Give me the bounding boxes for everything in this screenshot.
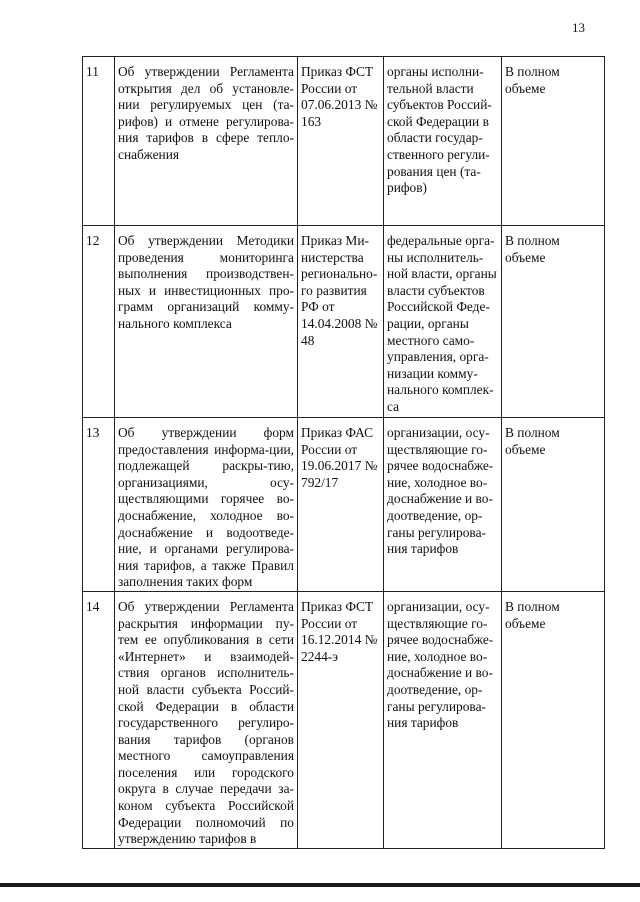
table-row [83, 57, 605, 226]
application-scope: В полном объеме [502, 57, 605, 226]
act-reference: Приказ ФСТ России от 07.06.2013 № 163 [298, 57, 384, 226]
row-number: 12 [83, 226, 115, 418]
applicable-bodies: организации, осу-ществляющие го-рячее водоснабже-ние, холодное во-доснабжение и во-доотведение, ор-ганы регулирова-ния тарифов [384, 418, 502, 592]
applicable-bodies: федеральные орга-ны исполнитель-ной власти, органы власти субъектов Российской Феде-рации, органы местного само-управления, орга-низации комму-нального комплек-са [384, 226, 502, 418]
application-scope: В полном объеме [502, 591, 605, 848]
act-reference: Приказ ФАС России от 19.06.2017 № 792/17 [298, 418, 384, 592]
table-row [83, 226, 605, 418]
act-reference: Приказ Ми-нистерства регионально-го развития РФ от 14.04.2008 № 48 [298, 226, 384, 418]
act-title: Об утверждении Регламента открытия дел об установле-нии регулируемых цен (та-рифов) и отмене регулирова-ния тарифов в сфере тепло-снабжения [115, 57, 298, 226]
table-row [83, 418, 605, 592]
act-title: Об утверждении форм предоставления информа-ции, подлежащей раскры-тию, организациями, осу-ществляющими горячее во-доснабжение, холодное во-доснабжение и водоотведе-ние, и органами регулирова-ния тарифов, а также Правил заполнения таких форм [115, 418, 298, 592]
application-scope: В полном объеме [502, 226, 605, 418]
table-row [83, 591, 605, 848]
page-number: 13 [572, 20, 585, 35]
scan-edge-line [0, 883, 640, 887]
row-number: 13 [83, 418, 115, 592]
act-title: Об утверждении Регламента раскрытия информации пу-тем ее опубликования в сети «Интернет» и взаимодей-ствия органов исполнитель-ной власти субъекта Россий-ской Федерации в области государственного регулиро-вания тарифов (органов местного самоуправления поселения или городского округа в случае передачи за-коном субъекта Российской Федерации полномочий по утверждению тарифов в [115, 591, 298, 848]
row-number: 11 [83, 57, 115, 226]
applicable-bodies: организации, осу-ществляющие го-рячее водоснабже-ние, холодное во-доснабжение и во-доотведение, ор-ганы регулирова-ния тарифов [384, 591, 502, 848]
applicable-bodies: органы исполни-тельной власти субъектов Россий-ской Федерации в области государ-ственного регули-рования цен (та-рифов) [384, 57, 502, 226]
act-title: Об утверждении Методики проведения мониторинга выполнения производствен-ных и инвестиционных про-грамм организаций комму-нального комплекса [115, 226, 298, 418]
row-number: 14 [83, 591, 115, 848]
act-reference: Приказ ФСТ России от 16.12.2014 № 2244-э [298, 591, 384, 848]
application-scope: В полном объеме [502, 418, 605, 592]
regulations-table [82, 56, 605, 849]
